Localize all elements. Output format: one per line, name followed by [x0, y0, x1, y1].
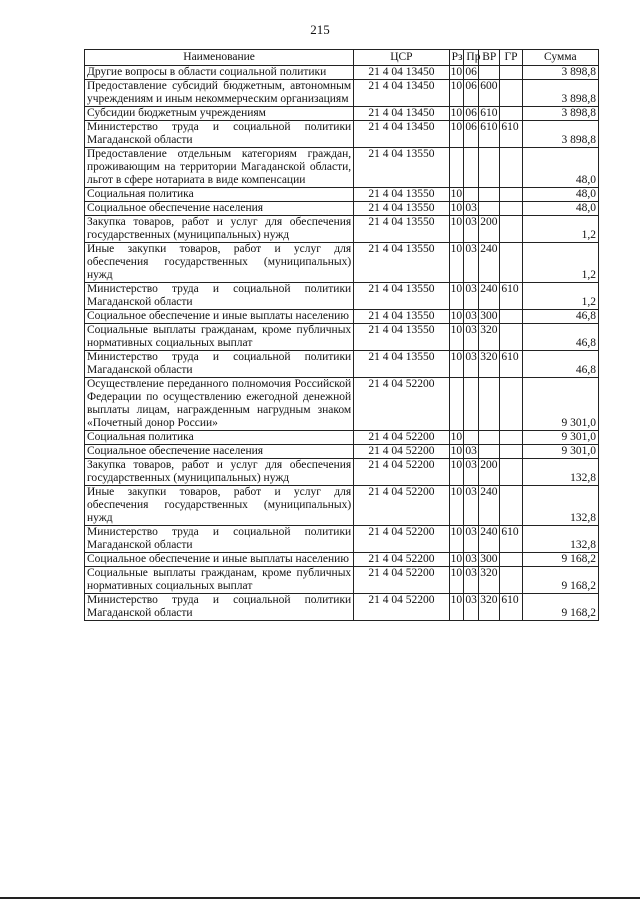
- cell-csr: 21 4 04 52200: [354, 431, 449, 445]
- cell-name: Иные закупки товаров, работ и услуг для обеспечения государственных (муниципальных) нужд: [85, 243, 354, 283]
- cell-pr: [464, 431, 479, 445]
- cell-sum: 132,8: [522, 486, 598, 526]
- cell-rz: 10: [450, 202, 463, 214]
- cell-pr: 03: [464, 459, 479, 486]
- header-vr: ВР: [479, 50, 500, 66]
- cell-name: Предоставление отдельным категориям граждан, проживающим на территории Магаданской области, льгот в сфере нотариата в виде компенсации: [85, 148, 354, 188]
- table-row: [85, 188, 599, 202]
- cell-csr: 21 4 04 52200: [354, 445, 449, 459]
- cell-rz: [449, 148, 464, 188]
- table-row: [85, 526, 599, 553]
- cell-pr: 06: [464, 80, 479, 107]
- cell-rz: 10: [449, 594, 464, 621]
- cell-vr: 200: [479, 459, 500, 486]
- cell-csr: 21 4 04 13550: [354, 216, 449, 243]
- cell-pr: [464, 188, 479, 202]
- cell-pr: 03: [465, 553, 477, 565]
- cell-name: Социальное обеспечение и иные выплаты населению: [85, 310, 354, 324]
- cell-pr: 06: [465, 107, 477, 119]
- cell-pr: 03: [465, 445, 477, 457]
- table-row: [85, 243, 599, 283]
- cell-csr: 21 4 04 13450: [354, 66, 449, 80]
- table-row: [85, 351, 599, 378]
- cell-pr: [464, 378, 479, 431]
- cell-gr: [500, 310, 522, 324]
- cell-rz: 10: [449, 526, 464, 553]
- cell-name: Социальная политика: [85, 188, 354, 202]
- cell-name: Социальные выплаты гражданам, кроме публичных нормативных социальных выплат: [85, 324, 354, 351]
- cell-vr: [479, 66, 500, 80]
- cell-vr: 240: [479, 283, 500, 310]
- table-row: [85, 283, 599, 310]
- footer-rule: [0, 897, 640, 899]
- cell-gr: 610: [500, 594, 522, 621]
- cell-rz: 10: [449, 121, 464, 148]
- table-row: [85, 378, 599, 431]
- table-row: [85, 80, 599, 107]
- cell-pr: [464, 148, 479, 188]
- table-row: [85, 148, 599, 188]
- cell-gr: [500, 216, 522, 243]
- cell-gr: [500, 553, 522, 567]
- cell-vr: [479, 431, 500, 445]
- table-body: [85, 66, 599, 621]
- cell-name: Осуществление переданного полномочия Российской Федерации по осуществлению ежегодной денежной выплаты лицам, награжденным нагрудным знаком «Почетный донор России»: [85, 378, 354, 431]
- table-header-row: [85, 50, 599, 66]
- cell-vr: 240: [479, 486, 500, 526]
- cell-sum: 3 898,8: [522, 66, 598, 80]
- cell-csr: 21 4 04 52200: [354, 567, 449, 594]
- cell-pr: 03: [464, 486, 479, 526]
- table-row: [85, 445, 599, 459]
- cell-name: Социальное обеспечение населения: [85, 202, 354, 216]
- cell-name: Иные закупки товаров, работ и услуг для обеспечения государственных (муниципальных) нужд: [85, 486, 354, 526]
- cell-rz: 10: [450, 553, 463, 565]
- cell-sum: 1,2: [522, 283, 598, 310]
- cell-name: Министерство труда и социальной политики Магаданской области: [85, 594, 354, 621]
- cell-csr: 21 4 04 52200: [354, 459, 449, 486]
- cell-rz: 10: [450, 310, 463, 322]
- table-row: [85, 107, 599, 121]
- cell-sum: 46,8: [522, 351, 598, 378]
- table-row: [85, 202, 599, 216]
- cell-pr: 03: [464, 567, 479, 594]
- cell-gr: [500, 107, 522, 121]
- cell-vr: 610: [479, 121, 500, 148]
- cell-rz: 10: [449, 567, 464, 594]
- cell-gr: [500, 567, 522, 594]
- budget-table: [84, 49, 599, 621]
- table-row: [85, 553, 599, 567]
- cell-csr: 21 4 04 13550: [354, 351, 449, 378]
- cell-name: Другие вопросы в области социальной политики: [85, 66, 354, 80]
- table-row: [85, 216, 599, 243]
- cell-vr: [479, 445, 500, 459]
- cell-gr: [500, 431, 522, 445]
- cell-rz: 10: [449, 486, 464, 526]
- cell-sum: 132,8: [522, 526, 598, 553]
- cell-csr: 21 4 04 13550: [354, 310, 449, 324]
- table-row: [85, 431, 599, 445]
- cell-vr: 200: [479, 216, 500, 243]
- cell-csr: 21 4 04 13550: [354, 324, 449, 351]
- cell-csr: 21 4 04 52200: [354, 594, 449, 621]
- cell-name: Министерство труда и социальной политики Магаданской области: [85, 121, 354, 148]
- table-row: [85, 567, 599, 594]
- table-row: [85, 66, 599, 80]
- table-row: [85, 121, 599, 148]
- cell-gr: [500, 324, 522, 351]
- cell-sum: 3 898,8: [522, 121, 598, 148]
- cell-pr: 03: [464, 351, 479, 378]
- cell-rz: 10: [449, 80, 464, 107]
- cell-csr: 21 4 04 13550: [354, 148, 449, 188]
- cell-sum: 132,8: [522, 459, 598, 486]
- cell-name: Социальная политика: [85, 431, 354, 445]
- cell-rz: 10: [449, 283, 464, 310]
- header-sum: Сумма: [522, 50, 598, 66]
- cell-csr: 21 4 04 13550: [354, 202, 449, 216]
- cell-pr: 03: [464, 594, 479, 621]
- cell-name: Социальное обеспечение и иные выплаты населению: [85, 553, 354, 567]
- cell-vr: [479, 188, 500, 202]
- header-rz: Рз: [449, 50, 464, 66]
- cell-vr: 600: [479, 80, 500, 107]
- table-row: [85, 324, 599, 351]
- cell-sum: 9 168,2: [522, 567, 598, 594]
- cell-csr: 21 4 04 13450: [354, 121, 449, 148]
- cell-name: Министерство труда и социальной политики Магаданской области: [85, 351, 354, 378]
- cell-sum: 9 301,0: [522, 431, 598, 445]
- cell-rz: 10: [450, 445, 463, 457]
- cell-gr: [500, 148, 522, 188]
- cell-rz: 10: [449, 459, 464, 486]
- cell-gr: [500, 243, 522, 283]
- cell-sum: 3 898,8: [522, 107, 598, 121]
- table-row: [85, 486, 599, 526]
- header-csr: ЦСР: [354, 50, 449, 66]
- cell-pr: 03: [464, 526, 479, 553]
- cell-name: Министерство труда и социальной политики Магаданской области: [85, 526, 354, 553]
- cell-sum: 46,8: [522, 324, 598, 351]
- cell-vr: 320: [479, 594, 500, 621]
- cell-gr: [500, 459, 522, 486]
- cell-gr: [500, 188, 522, 202]
- cell-sum: 9 168,2: [522, 594, 598, 621]
- cell-vr: 610: [479, 107, 500, 121]
- cell-gr: [500, 202, 522, 216]
- cell-sum: 9 168,2: [522, 553, 598, 567]
- cell-name: Социальные выплаты гражданам, кроме публичных нормативных социальных выплат: [85, 567, 354, 594]
- cell-pr: 03: [465, 310, 477, 322]
- cell-csr: 21 4 04 13550: [354, 188, 449, 202]
- table-row: [85, 310, 599, 324]
- cell-name: Субсидии бюджетным учреждениям: [85, 107, 354, 121]
- cell-pr: 06: [464, 121, 479, 148]
- cell-name: Предоставление субсидий бюджетным, автономным учреждениям и иным некоммерческим организациям: [85, 80, 354, 107]
- cell-csr: 21 4 04 13550: [354, 283, 449, 310]
- cell-pr: 03: [464, 283, 479, 310]
- cell-vr: 240: [479, 243, 500, 283]
- cell-csr: 21 4 04 52200: [354, 486, 449, 526]
- cell-sum: 48,0: [522, 188, 598, 202]
- cell-gr: [500, 80, 522, 107]
- cell-rz: 10: [450, 66, 463, 78]
- cell-vr: [479, 202, 500, 216]
- cell-gr: 610: [500, 283, 522, 310]
- cell-vr: 320: [479, 351, 500, 378]
- page-number: 215: [310, 22, 330, 37]
- cell-sum: 48,0: [522, 202, 598, 216]
- cell-sum: 9 301,0: [522, 445, 598, 459]
- cell-csr: 21 4 04 13450: [354, 107, 449, 121]
- cell-rz: 10: [449, 351, 464, 378]
- cell-vr: [479, 148, 500, 188]
- cell-sum: 46,8: [522, 310, 598, 324]
- cell-vr: 240: [479, 526, 500, 553]
- header-gr: ГР: [500, 50, 522, 66]
- cell-vr: 300: [479, 553, 500, 567]
- cell-name: Министерство труда и социальной политики Магаданской области: [85, 283, 354, 310]
- cell-vr: [479, 378, 500, 431]
- cell-sum: 1,2: [522, 243, 598, 283]
- cell-sum: 9 301,0: [522, 378, 598, 431]
- cell-pr: 03: [464, 216, 479, 243]
- cell-csr: 21 4 04 13550: [354, 243, 449, 283]
- cell-csr: 21 4 04 13450: [354, 80, 449, 107]
- cell-rz: 10: [449, 216, 464, 243]
- cell-rz: 10: [449, 324, 464, 351]
- cell-sum: 3 898,8: [522, 80, 598, 107]
- cell-gr: 610: [500, 351, 522, 378]
- cell-vr: 320: [479, 567, 500, 594]
- cell-sum: 48,0: [522, 148, 598, 188]
- table-row: [85, 594, 599, 621]
- cell-sum: 1,2: [522, 216, 598, 243]
- cell-rz: 10: [449, 243, 464, 283]
- cell-rz: 10: [450, 431, 463, 443]
- cell-name: Закупка товаров, работ и услуг для обеспечения государственных (муниципальных) нужд: [85, 459, 354, 486]
- cell-rz: 10: [450, 188, 463, 200]
- cell-name: Социальное обеспечение населения: [85, 445, 354, 459]
- header-pr: Пр: [464, 50, 479, 66]
- cell-pr: 03: [465, 202, 477, 214]
- cell-pr: 06: [465, 66, 477, 78]
- cell-rz: 10: [450, 107, 463, 119]
- cell-pr: 03: [464, 243, 479, 283]
- cell-name: Закупка товаров, работ и услуг для обеспечения государственных (муниципальных) нужд: [85, 216, 354, 243]
- cell-vr: 320: [479, 324, 500, 351]
- cell-gr: [500, 66, 522, 80]
- cell-csr: 21 4 04 52200: [354, 378, 449, 431]
- cell-gr: [500, 378, 522, 431]
- table-row: [85, 459, 599, 486]
- cell-gr: 610: [500, 526, 522, 553]
- cell-gr: [500, 445, 522, 459]
- cell-gr: 610: [500, 121, 522, 148]
- cell-vr: 300: [479, 310, 500, 324]
- cell-pr: 03: [464, 324, 479, 351]
- cell-gr: [500, 486, 522, 526]
- cell-csr: 21 4 04 52200: [354, 553, 449, 567]
- header-name: Наименование: [85, 50, 354, 66]
- cell-csr: 21 4 04 52200: [354, 526, 449, 553]
- cell-rz: [449, 378, 464, 431]
